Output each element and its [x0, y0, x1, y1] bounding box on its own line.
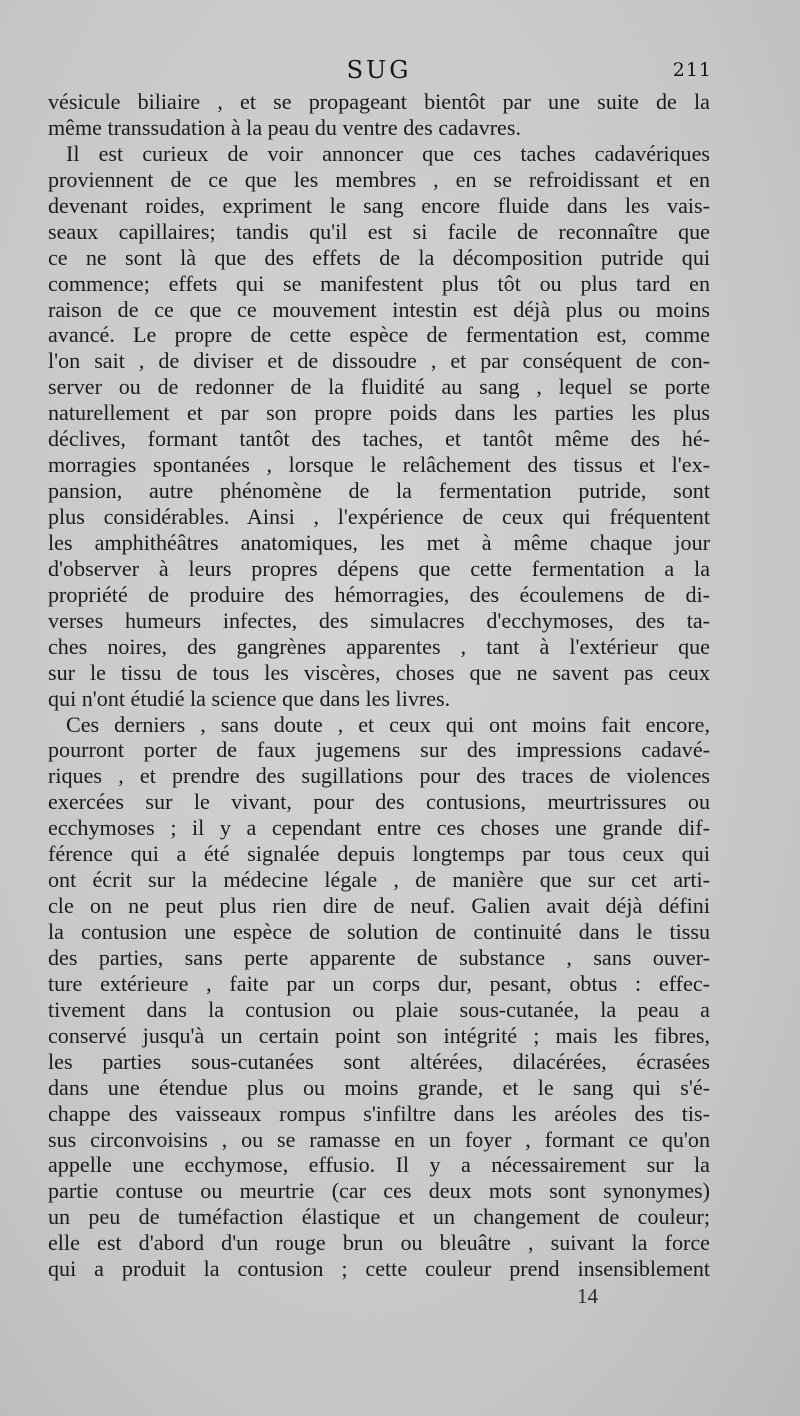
text-line: pourront porter de faux jugemens sur des impressions cadavé- — [48, 737, 710, 763]
text-line: ont écrit sur la médecine légale , de manière que sur cet arti- — [48, 867, 710, 893]
text-line: des parties, sans perte apparente de substance , sans ouver- — [48, 944, 710, 970]
text-line: cle on ne peut plus rien dire de neuf. Galien avait déjà défini — [48, 893, 710, 919]
text-line: ches noires, des gangrènes apparentes , tant à l'extérieur que — [48, 633, 710, 659]
text-line: appelle une ecchymose, effusio. Il y a nécessairement sur la — [48, 1152, 710, 1178]
text-line: partie contuse ou meurtrie (car ces deux mots sont synonymes) — [48, 1178, 710, 1204]
text-line: ecchymoses ; il y a cependant entre ces choses une grande dif- — [48, 815, 710, 841]
text-line: elle est d'abord d'un rouge brun ou bleuâtre , suivant la force — [48, 1230, 710, 1256]
text-line: les amphithéâtres anatomiques, les met à même chaque jour — [48, 529, 710, 555]
text-line: devenant roides, expriment le sang encore fluide dans les vais- — [48, 192, 710, 218]
text-line: commence; effets qui se manifestent plus tôt ou plus tard en — [48, 270, 710, 296]
text-line: ture extérieure , faite par un corps dur, pesant, obtus : effec- — [48, 970, 710, 996]
running-head: SUG — [346, 56, 412, 84]
page-header — [48, 56, 710, 86]
text-line: plus considérables. Ainsi , l'expérience de ceux qui fréquentent — [48, 504, 710, 529]
text-line: d'observer à leurs propres dépens que cette fermentation a la — [48, 555, 710, 581]
text-line: server ou de redonner de la fluidité au sang , lequel se porte — [48, 374, 710, 400]
text-line: ce ne sont là que des effets de la décomposition putride qui — [48, 244, 710, 270]
text-line: un peu de tuméfaction élastique et un changement de couleur; — [48, 1204, 710, 1230]
text-line: tivement dans la contusion ou plaie sous-cutanée, la peau a — [48, 996, 710, 1022]
text-line: pansion, autre phénomène de la fermentation putride, sont — [48, 478, 710, 504]
page-number: 211 — [672, 59, 712, 81]
text-line: naturellement et par son propre poids dans les parties les plus — [48, 400, 710, 426]
text-line: seaux capillaires; tandis qu'il est si facile de reconnaître que — [48, 218, 710, 244]
text-line: conservé jusqu'à un certain point son intégrité ; mais les fibres, — [48, 1022, 710, 1048]
text-line: qui n'ont étudié la science que dans les livres. — [48, 685, 451, 711]
text-line: chappe des vaisseaux rompus s'infiltre dans les aréoles des tis- — [48, 1100, 710, 1126]
text-line: exercées sur le vivant, pour des contusions, meurtrissures ou — [48, 789, 710, 815]
text-line: sus circonvoisins , ou se ramasse en un foyer , formant ce qu'on — [48, 1126, 710, 1152]
text-line: vésicule biliaire , et se propageant bientôt par une suite de la — [48, 89, 710, 114]
text-line: déclives, formant tantôt des taches, et tantôt même des hé- — [48, 426, 710, 452]
text-line: les parties sous-cutanées sont altérées, dilacérées, écrasées — [48, 1048, 710, 1074]
text-line: Ces derniers , sans doute , et ceux qui ont moins fait encore, — [66, 711, 710, 737]
text-line: même transsudation à la peau du ventre des cadavres. — [48, 114, 521, 140]
text-line: dans une étendue plus ou moins grande, et le sang qui s'é- — [48, 1074, 710, 1100]
text-line: Il est curieux de voir annoncer que ces taches cadavériques — [66, 140, 710, 166]
text-line: morragies spontanées , lorsque le relâchement des tissus et l'ex- — [48, 452, 710, 478]
text-line: sur le tissu de tous les viscères, choses que ne savent pas ceux — [48, 659, 710, 685]
text-line: qui a produit la contusion ; cette couleur prend insensiblement — [48, 1256, 710, 1282]
text-line: férence qui a été signalée depuis longtemps par tous ceux qui — [48, 841, 710, 867]
text-line: verses humeurs infectes, des simulacres d'ecchymoses, des ta- — [48, 607, 710, 633]
text-line: avancé. Le propre de cette espèce de fermentation est, comme — [48, 322, 710, 348]
text-line: l'on sait , de diviser et de dissoudre , et par conséquent de con- — [48, 348, 710, 374]
signature-mark: 14 — [577, 1284, 598, 1308]
text-line: propriété de produire des hémorragies, des écoulemens de di- — [48, 581, 710, 607]
text-line: riques , et prendre des sugillations pour des traces de violences — [48, 763, 710, 789]
text-line: proviennent de ce que les membres , en se refroidissant et en — [48, 166, 710, 192]
body-text — [48, 89, 710, 1282]
text-line: la contusion une espèce de solution de continuité dans le tissu — [48, 919, 710, 944]
text-line: raison de ce que ce mouvement intestin est déjà plus ou moins — [48, 296, 710, 322]
